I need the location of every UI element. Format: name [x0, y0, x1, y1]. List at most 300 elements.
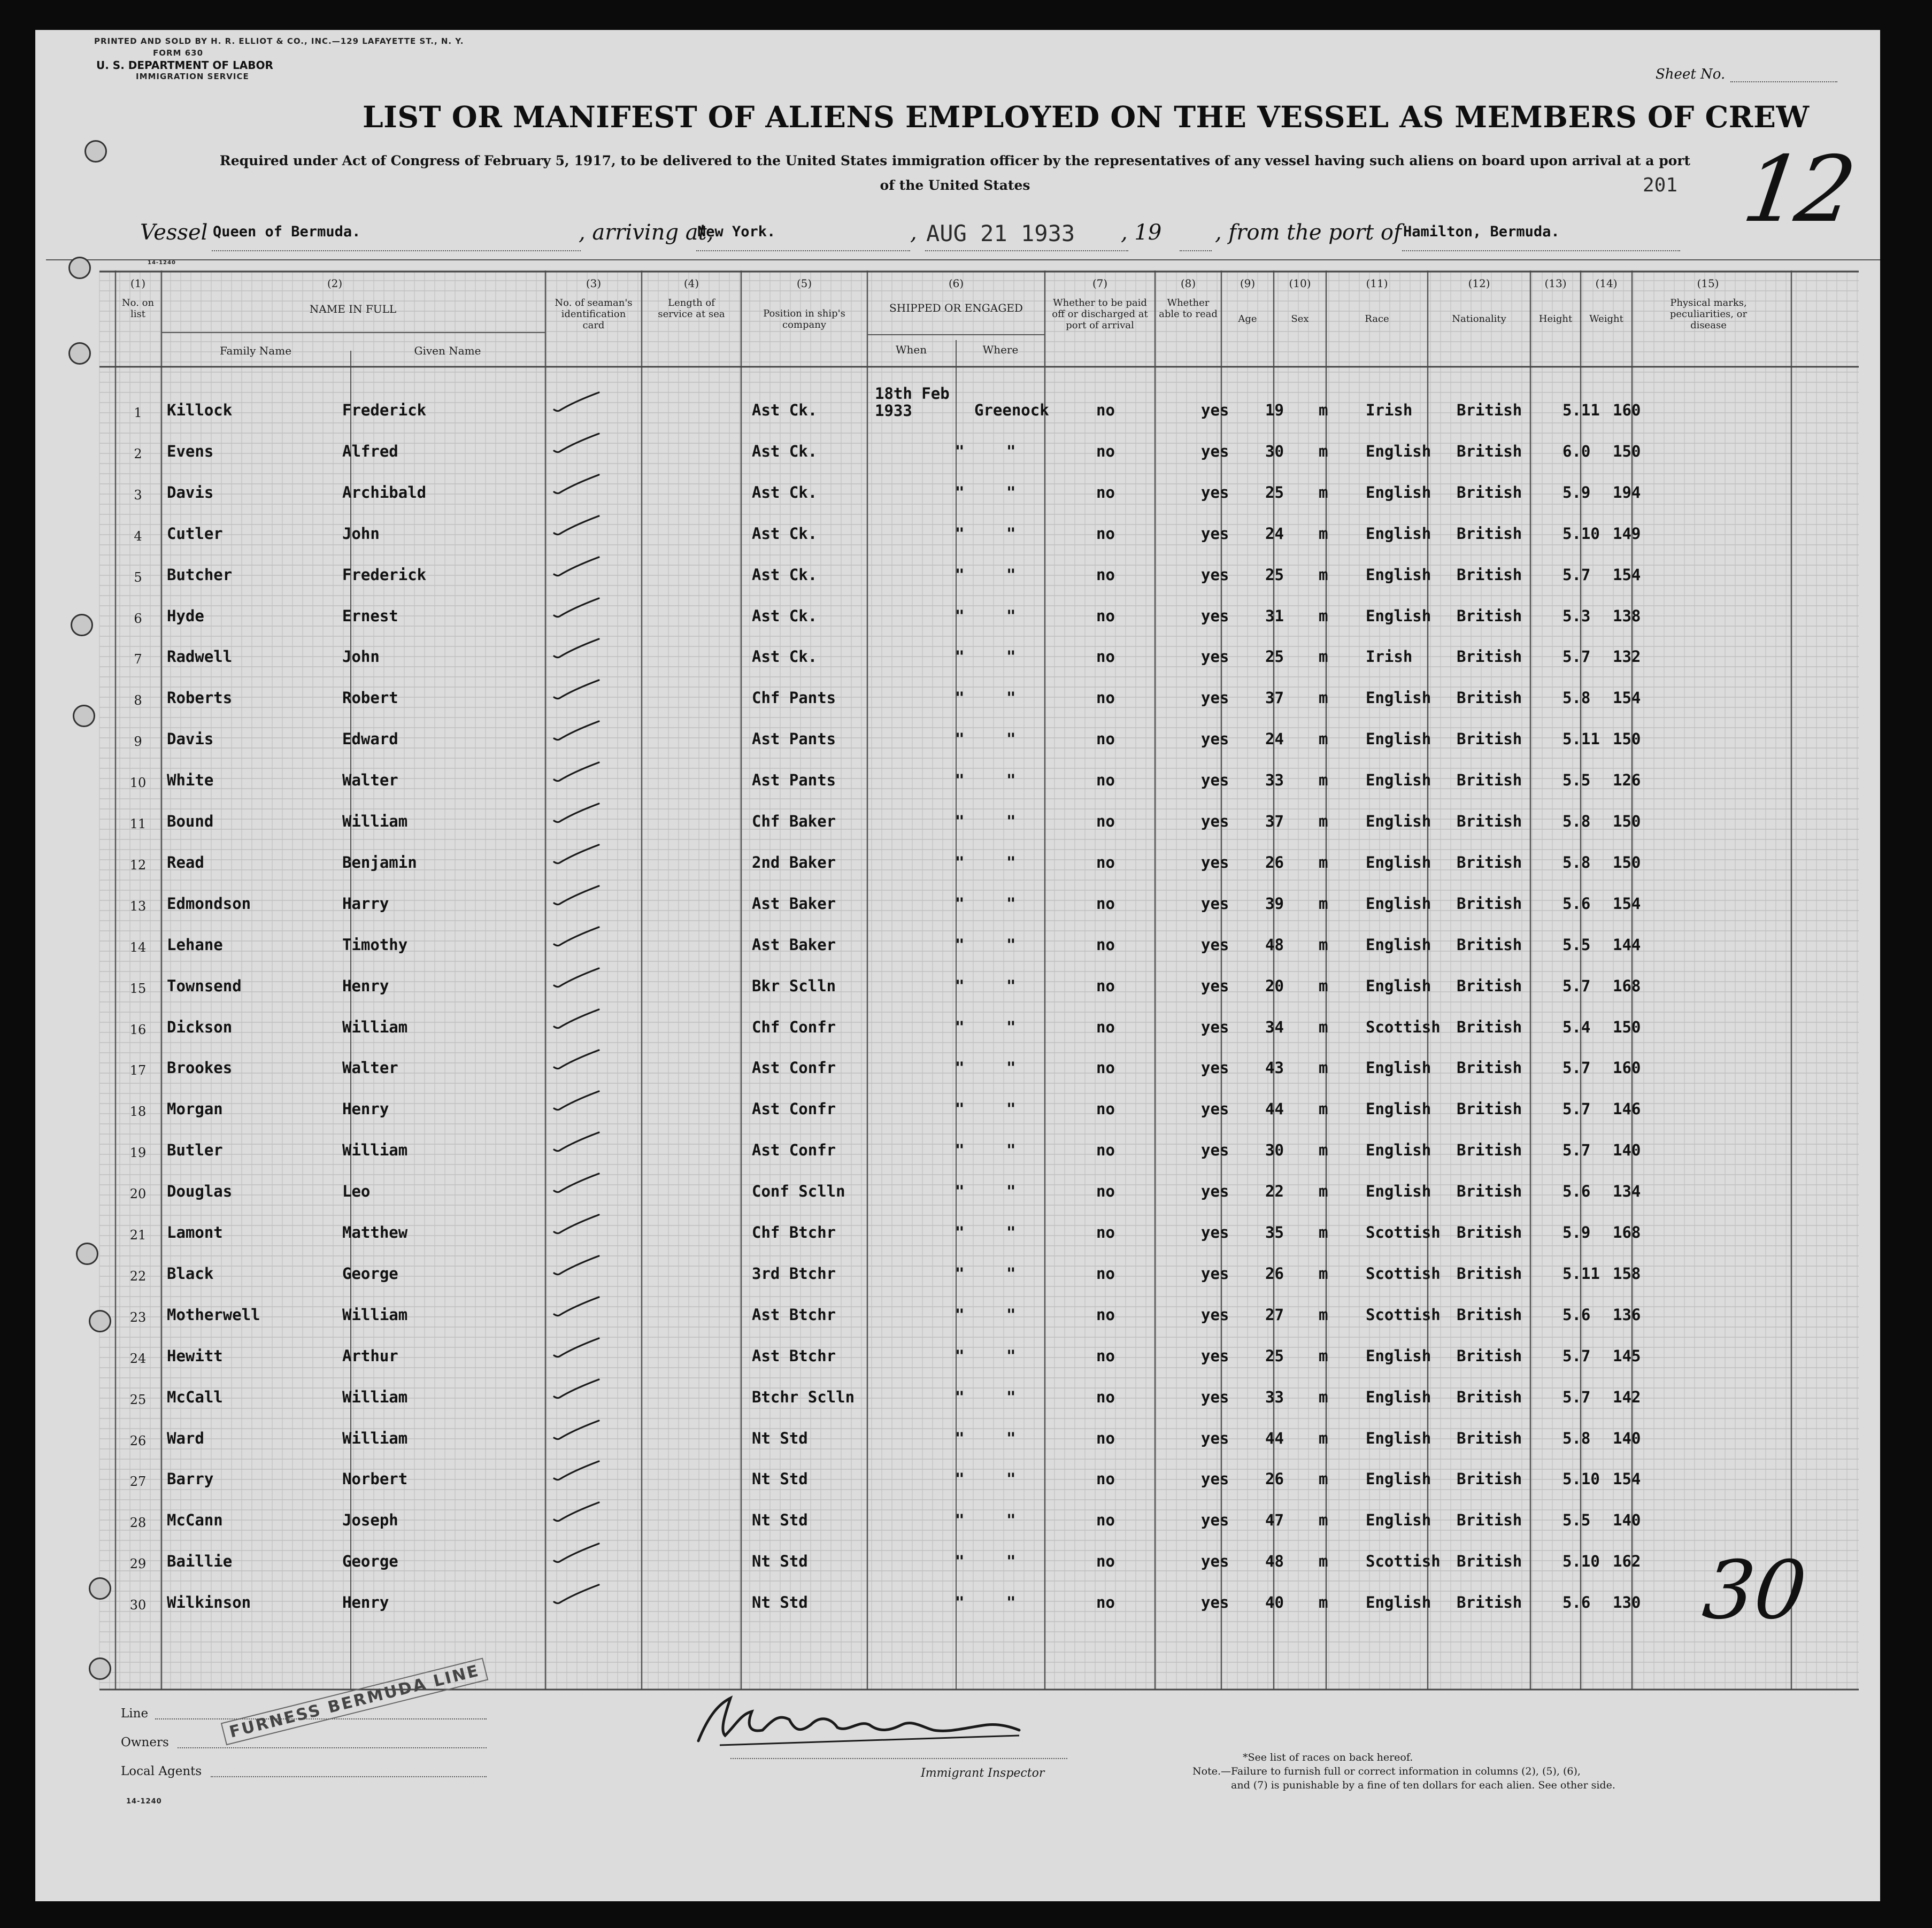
- able-to-read[interactable]: yes: [1201, 853, 1229, 872]
- engaged-when[interactable]: ": [955, 894, 965, 913]
- position[interactable]: Ast Btchr: [752, 1346, 836, 1365]
- family-name[interactable]: Barry: [167, 1470, 214, 1489]
- family-name[interactable]: Read: [167, 853, 204, 872]
- engaged-when[interactable]: ": [955, 1141, 965, 1160]
- engaged-when[interactable]: ": [955, 812, 965, 830]
- weight[interactable]: 136: [1613, 1305, 1641, 1324]
- family-name[interactable]: Black: [167, 1264, 214, 1283]
- paid-off[interactable]: no: [1096, 1182, 1115, 1201]
- given-name[interactable]: Harry: [342, 894, 389, 913]
- given-name[interactable]: Frederick: [342, 401, 427, 419]
- family-name[interactable]: Cutler: [167, 524, 223, 543]
- paid-off[interactable]: no: [1096, 771, 1115, 790]
- weight[interactable]: 158: [1613, 1264, 1641, 1283]
- race[interactable]: English: [1366, 1141, 1431, 1160]
- position[interactable]: Ast Ck.: [752, 565, 818, 584]
- sex[interactable]: m: [1319, 853, 1328, 872]
- paid-off[interactable]: no: [1096, 1511, 1115, 1530]
- paid-off[interactable]: no: [1096, 1264, 1115, 1283]
- paid-off[interactable]: no: [1096, 1346, 1115, 1365]
- owners-field[interactable]: [178, 1747, 487, 1748]
- position[interactable]: Btchr Sclln: [752, 1387, 855, 1406]
- position[interactable]: Ast Confr: [752, 1059, 836, 1077]
- age[interactable]: 39: [1265, 894, 1284, 913]
- engaged-when[interactable]: ": [955, 1264, 965, 1283]
- position[interactable]: Ast Ck.: [752, 524, 818, 543]
- given-name[interactable]: Henry: [342, 1100, 389, 1119]
- given-name[interactable]: Alfred: [342, 442, 398, 460]
- race[interactable]: Scottish: [1366, 1264, 1441, 1283]
- family-name[interactable]: Wilkinson: [167, 1593, 251, 1612]
- weight[interactable]: 168: [1613, 976, 1641, 995]
- height[interactable]: 5.10: [1562, 1552, 1600, 1571]
- height[interactable]: 6.0: [1562, 442, 1591, 460]
- height[interactable]: 5.7: [1562, 976, 1591, 995]
- sex[interactable]: m: [1319, 894, 1328, 913]
- local-agents-field[interactable]: [211, 1776, 487, 1777]
- height[interactable]: 5.3: [1562, 606, 1591, 625]
- engaged-where[interactable]: ": [1006, 442, 1016, 460]
- weight[interactable]: 160: [1613, 401, 1641, 419]
- age[interactable]: 47: [1265, 1511, 1284, 1530]
- age[interactable]: 48: [1265, 935, 1284, 954]
- family-name[interactable]: Radwell: [167, 647, 233, 666]
- able-to-read[interactable]: yes: [1201, 730, 1229, 749]
- height[interactable]: 5.5: [1562, 771, 1591, 790]
- sex[interactable]: m: [1319, 606, 1328, 625]
- sex[interactable]: m: [1319, 565, 1328, 584]
- sex[interactable]: m: [1319, 1264, 1328, 1283]
- position[interactable]: Chf Pants: [752, 689, 836, 707]
- position[interactable]: Nt Std: [752, 1593, 808, 1612]
- paid-off[interactable]: no: [1096, 606, 1115, 625]
- family-name[interactable]: Roberts: [167, 689, 233, 707]
- sheet-number-field[interactable]: [1730, 81, 1837, 82]
- given-name[interactable]: William: [342, 1429, 408, 1447]
- age[interactable]: 37: [1265, 689, 1284, 707]
- race[interactable]: English: [1366, 689, 1431, 707]
- engaged-when[interactable]: 18th Feb 1933: [875, 384, 950, 420]
- age[interactable]: 48: [1265, 1552, 1284, 1571]
- race[interactable]: English: [1366, 606, 1431, 625]
- engaged-where[interactable]: ": [1006, 1552, 1016, 1571]
- weight[interactable]: 138: [1613, 606, 1641, 625]
- engaged-where[interactable]: ": [1006, 1223, 1016, 1241]
- age[interactable]: 25: [1265, 483, 1284, 502]
- family-name[interactable]: McCann: [167, 1511, 223, 1530]
- weight[interactable]: 150: [1613, 730, 1641, 749]
- race[interactable]: English: [1366, 1346, 1431, 1365]
- weight[interactable]: 162: [1613, 1552, 1641, 1571]
- nationality[interactable]: British: [1457, 524, 1522, 543]
- family-name[interactable]: Butcher: [167, 565, 233, 584]
- nationality[interactable]: British: [1457, 771, 1522, 790]
- race[interactable]: English: [1366, 1100, 1431, 1119]
- engaged-where[interactable]: ": [1006, 1470, 1016, 1489]
- race[interactable]: Scottish: [1366, 1305, 1441, 1324]
- sex[interactable]: m: [1319, 1346, 1328, 1365]
- position[interactable]: Ast Pants: [752, 771, 836, 790]
- nationality[interactable]: British: [1457, 565, 1522, 584]
- height[interactable]: 5.6: [1562, 1593, 1591, 1612]
- given-name[interactable]: Walter: [342, 771, 398, 790]
- weight[interactable]: 126: [1613, 771, 1641, 790]
- family-name[interactable]: Lamont: [167, 1223, 223, 1241]
- paid-off[interactable]: no: [1096, 1223, 1115, 1241]
- weight[interactable]: 140: [1613, 1429, 1641, 1447]
- paid-off[interactable]: no: [1096, 730, 1115, 749]
- family-name[interactable]: Townsend: [167, 976, 242, 995]
- sex[interactable]: m: [1319, 1059, 1328, 1077]
- family-name[interactable]: Dickson: [167, 1017, 233, 1036]
- engaged-when[interactable]: ": [955, 606, 965, 625]
- weight[interactable]: 194: [1613, 483, 1641, 502]
- weight[interactable]: 145: [1613, 1346, 1641, 1365]
- given-name[interactable]: Walter: [342, 1059, 398, 1077]
- height[interactable]: 5.7: [1562, 1141, 1591, 1160]
- race[interactable]: English: [1366, 1593, 1431, 1612]
- sex[interactable]: m: [1319, 401, 1328, 419]
- weight[interactable]: 154: [1613, 1470, 1641, 1489]
- able-to-read[interactable]: yes: [1201, 647, 1229, 666]
- sex[interactable]: m: [1319, 1017, 1328, 1036]
- able-to-read[interactable]: yes: [1201, 1429, 1229, 1447]
- sex[interactable]: m: [1319, 1223, 1328, 1241]
- nationality[interactable]: British: [1457, 1387, 1522, 1406]
- engaged-where[interactable]: ": [1006, 1264, 1016, 1283]
- engaged-when[interactable]: ": [955, 689, 965, 707]
- race[interactable]: Scottish: [1366, 1017, 1441, 1036]
- given-name[interactable]: William: [342, 1017, 408, 1036]
- family-name[interactable]: Lehane: [167, 935, 223, 954]
- engaged-where[interactable]: ": [1006, 935, 1016, 954]
- engaged-where[interactable]: ": [1006, 1511, 1016, 1530]
- family-name[interactable]: Ward: [167, 1429, 204, 1447]
- position[interactable]: Ast Ck.: [752, 401, 818, 419]
- engaged-when[interactable]: ": [955, 483, 965, 502]
- weight[interactable]: 149: [1613, 524, 1641, 543]
- weight[interactable]: 150: [1613, 812, 1641, 830]
- paid-off[interactable]: no: [1096, 483, 1115, 502]
- weight[interactable]: 140: [1613, 1141, 1641, 1160]
- height[interactable]: 5.6: [1562, 894, 1591, 913]
- engaged-where[interactable]: ": [1006, 524, 1016, 543]
- given-name[interactable]: Henry: [342, 1593, 389, 1612]
- age[interactable]: 19: [1265, 401, 1284, 419]
- paid-off[interactable]: no: [1096, 442, 1115, 460]
- given-name[interactable]: Timothy: [342, 935, 408, 954]
- nationality[interactable]: British: [1457, 1511, 1522, 1530]
- sex[interactable]: m: [1319, 1305, 1328, 1324]
- engaged-where[interactable]: ": [1006, 730, 1016, 749]
- family-name[interactable]: Butler: [167, 1141, 223, 1160]
- engaged-when[interactable]: ": [955, 1059, 965, 1077]
- paid-off[interactable]: no: [1096, 1100, 1115, 1119]
- height[interactable]: 5.9: [1562, 483, 1591, 502]
- age[interactable]: 20: [1265, 976, 1284, 995]
- paid-off[interactable]: no: [1096, 1017, 1115, 1036]
- height[interactable]: 5.11: [1562, 730, 1600, 749]
- nationality[interactable]: British: [1457, 976, 1522, 995]
- given-name[interactable]: William: [342, 1305, 408, 1324]
- able-to-read[interactable]: yes: [1201, 565, 1229, 584]
- engaged-when[interactable]: ": [955, 1552, 965, 1571]
- engaged-where[interactable]: ": [1006, 1059, 1016, 1077]
- race[interactable]: English: [1366, 483, 1431, 502]
- height[interactable]: 5.5: [1562, 1511, 1591, 1530]
- able-to-read[interactable]: yes: [1201, 1059, 1229, 1077]
- sex[interactable]: m: [1319, 1511, 1328, 1530]
- race[interactable]: English: [1366, 1059, 1431, 1077]
- age[interactable]: 35: [1265, 1223, 1284, 1241]
- vessel-name[interactable]: Queen of Bermuda.: [213, 223, 361, 240]
- given-name[interactable]: William: [342, 1141, 408, 1160]
- able-to-read[interactable]: yes: [1201, 1141, 1229, 1160]
- position[interactable]: Ast Baker: [752, 894, 836, 913]
- given-name[interactable]: Arthur: [342, 1346, 398, 1365]
- nationality[interactable]: British: [1457, 647, 1522, 666]
- weight[interactable]: 168: [1613, 1223, 1641, 1241]
- age[interactable]: 37: [1265, 812, 1284, 830]
- departure-port[interactable]: Hamilton, Bermuda.: [1403, 223, 1560, 240]
- position[interactable]: 3rd Btchr: [752, 1264, 836, 1283]
- paid-off[interactable]: no: [1096, 1429, 1115, 1447]
- engaged-where[interactable]: ": [1006, 771, 1016, 790]
- engaged-where[interactable]: ": [1006, 1182, 1016, 1201]
- able-to-read[interactable]: yes: [1201, 524, 1229, 543]
- able-to-read[interactable]: yes: [1201, 1100, 1229, 1119]
- able-to-read[interactable]: yes: [1201, 1182, 1229, 1201]
- nationality[interactable]: British: [1457, 1593, 1522, 1612]
- race[interactable]: English: [1366, 1470, 1431, 1489]
- engaged-where[interactable]: ": [1006, 853, 1016, 872]
- family-name[interactable]: Killock: [167, 401, 233, 419]
- sex[interactable]: m: [1319, 1100, 1328, 1119]
- arrival-port[interactable]: New York.: [697, 223, 776, 240]
- paid-off[interactable]: no: [1096, 894, 1115, 913]
- engaged-when[interactable]: ": [955, 1017, 965, 1036]
- nationality[interactable]: British: [1457, 1552, 1522, 1571]
- sex[interactable]: m: [1319, 730, 1328, 749]
- position[interactable]: Ast Pants: [752, 730, 836, 749]
- position[interactable]: Conf Sclln: [752, 1182, 845, 1201]
- able-to-read[interactable]: yes: [1201, 689, 1229, 707]
- nationality[interactable]: British: [1457, 894, 1522, 913]
- age[interactable]: 26: [1265, 1264, 1284, 1283]
- nationality[interactable]: British: [1457, 1470, 1522, 1489]
- nationality[interactable]: British: [1457, 1182, 1522, 1201]
- position[interactable]: Chf Btchr: [752, 1223, 836, 1241]
- age[interactable]: 33: [1265, 1387, 1284, 1406]
- paid-off[interactable]: no: [1096, 1059, 1115, 1077]
- position[interactable]: Ast Confr: [752, 1100, 836, 1119]
- family-name[interactable]: Douglas: [167, 1182, 233, 1201]
- paid-off[interactable]: no: [1096, 1470, 1115, 1489]
- engaged-where[interactable]: ": [1006, 1346, 1016, 1365]
- engaged-when[interactable]: ": [955, 853, 965, 872]
- given-name[interactable]: Benjamin: [342, 853, 417, 872]
- able-to-read[interactable]: yes: [1201, 1511, 1229, 1530]
- sex[interactable]: m: [1319, 442, 1328, 460]
- position[interactable]: Ast Btchr: [752, 1305, 836, 1324]
- height[interactable]: 5.8: [1562, 689, 1591, 707]
- given-name[interactable]: John: [342, 647, 380, 666]
- engaged-where[interactable]: ": [1006, 1429, 1016, 1447]
- engaged-when[interactable]: ": [955, 565, 965, 584]
- family-name[interactable]: Davis: [167, 730, 214, 749]
- weight[interactable]: 150: [1613, 853, 1641, 872]
- paid-off[interactable]: no: [1096, 1305, 1115, 1324]
- paid-off[interactable]: no: [1096, 565, 1115, 584]
- engaged-when[interactable]: ": [955, 1346, 965, 1365]
- sex[interactable]: m: [1319, 647, 1328, 666]
- position[interactable]: Ast Ck.: [752, 606, 818, 625]
- able-to-read[interactable]: yes: [1201, 1223, 1229, 1241]
- able-to-read[interactable]: yes: [1201, 442, 1229, 460]
- age[interactable]: 24: [1265, 524, 1284, 543]
- sex[interactable]: m: [1319, 976, 1328, 995]
- position[interactable]: Ast Ck.: [752, 483, 818, 502]
- engaged-when[interactable]: ": [955, 1223, 965, 1241]
- engaged-when[interactable]: ": [955, 771, 965, 790]
- able-to-read[interactable]: yes: [1201, 1552, 1229, 1571]
- able-to-read[interactable]: yes: [1201, 935, 1229, 954]
- height[interactable]: 5.6: [1562, 1182, 1591, 1201]
- race[interactable]: Scottish: [1366, 1552, 1441, 1571]
- engaged-where[interactable]: ": [1006, 976, 1016, 995]
- given-name[interactable]: Leo: [342, 1182, 371, 1201]
- engaged-where[interactable]: ": [1006, 812, 1016, 830]
- engaged-when[interactable]: ": [955, 647, 965, 666]
- position[interactable]: Nt Std: [752, 1470, 808, 1489]
- position[interactable]: Ast Confr: [752, 1141, 836, 1160]
- weight[interactable]: 134: [1613, 1182, 1641, 1201]
- sex[interactable]: m: [1319, 771, 1328, 790]
- paid-off[interactable]: no: [1096, 401, 1115, 419]
- height[interactable]: 5.6: [1562, 1305, 1591, 1324]
- given-name[interactable]: Matthew: [342, 1223, 408, 1241]
- engaged-where[interactable]: ": [1006, 1387, 1016, 1406]
- able-to-read[interactable]: yes: [1201, 1346, 1229, 1365]
- weight[interactable]: 150: [1613, 442, 1641, 460]
- able-to-read[interactable]: yes: [1201, 401, 1229, 419]
- able-to-read[interactable]: yes: [1201, 771, 1229, 790]
- family-name[interactable]: Davis: [167, 483, 214, 502]
- race[interactable]: English: [1366, 1182, 1431, 1201]
- sex[interactable]: m: [1319, 483, 1328, 502]
- engaged-where[interactable]: ": [1006, 1305, 1016, 1324]
- height[interactable]: 5.7: [1562, 1059, 1591, 1077]
- age[interactable]: 26: [1265, 853, 1284, 872]
- able-to-read[interactable]: yes: [1201, 1470, 1229, 1489]
- given-name[interactable]: Ernest: [342, 606, 398, 625]
- engaged-when[interactable]: ": [955, 1470, 965, 1489]
- nationality[interactable]: British: [1457, 606, 1522, 625]
- position[interactable]: Nt Std: [752, 1429, 808, 1447]
- engaged-where[interactable]: ": [1006, 1141, 1016, 1160]
- nationality[interactable]: British: [1457, 1346, 1522, 1365]
- height[interactable]: 5.7: [1562, 565, 1591, 584]
- engaged-where[interactable]: ": [1006, 606, 1016, 625]
- nationality[interactable]: British: [1457, 1429, 1522, 1447]
- nationality[interactable]: British: [1457, 1100, 1522, 1119]
- nationality[interactable]: British: [1457, 1017, 1522, 1036]
- engaged-where[interactable]: ": [1006, 565, 1016, 584]
- height[interactable]: 5.8: [1562, 1429, 1591, 1447]
- weight[interactable]: 130: [1613, 1593, 1641, 1612]
- family-name[interactable]: White: [167, 771, 214, 790]
- weight[interactable]: 154: [1613, 565, 1641, 584]
- engaged-where[interactable]: ": [1006, 1593, 1016, 1612]
- nationality[interactable]: British: [1457, 935, 1522, 954]
- sex[interactable]: m: [1319, 1593, 1328, 1612]
- age[interactable]: 27: [1265, 1305, 1284, 1324]
- age[interactable]: 31: [1265, 606, 1284, 625]
- engaged-when[interactable]: ": [955, 1182, 965, 1201]
- able-to-read[interactable]: yes: [1201, 606, 1229, 625]
- race[interactable]: English: [1366, 894, 1431, 913]
- height[interactable]: 5.7: [1562, 647, 1591, 666]
- nationality[interactable]: British: [1457, 812, 1522, 830]
- weight[interactable]: 144: [1613, 935, 1641, 954]
- given-name[interactable]: Henry: [342, 976, 389, 995]
- given-name[interactable]: John: [342, 524, 380, 543]
- engaged-when[interactable]: ": [955, 524, 965, 543]
- paid-off[interactable]: no: [1096, 1141, 1115, 1160]
- sex[interactable]: m: [1319, 1470, 1328, 1489]
- nationality[interactable]: British: [1457, 1141, 1522, 1160]
- nationality[interactable]: British: [1457, 1059, 1522, 1077]
- nationality[interactable]: British: [1457, 730, 1522, 749]
- weight[interactable]: 132: [1613, 647, 1641, 666]
- age[interactable]: 25: [1265, 565, 1284, 584]
- race[interactable]: English: [1366, 565, 1431, 584]
- age[interactable]: 22: [1265, 1182, 1284, 1201]
- position[interactable]: Nt Std: [752, 1511, 808, 1530]
- weight[interactable]: 150: [1613, 1017, 1641, 1036]
- position[interactable]: Ast Ck.: [752, 442, 818, 460]
- race[interactable]: Irish: [1366, 647, 1413, 666]
- engaged-where[interactable]: ": [1006, 647, 1016, 666]
- age[interactable]: 33: [1265, 771, 1284, 790]
- race[interactable]: English: [1366, 853, 1431, 872]
- able-to-read[interactable]: yes: [1201, 483, 1229, 502]
- race[interactable]: Irish: [1366, 401, 1413, 419]
- paid-off[interactable]: no: [1096, 524, 1115, 543]
- sex[interactable]: m: [1319, 935, 1328, 954]
- engaged-when[interactable]: ": [955, 1305, 965, 1324]
- nationality[interactable]: British: [1457, 401, 1522, 419]
- height[interactable]: 5.10: [1562, 1470, 1600, 1489]
- position[interactable]: Ast Baker: [752, 935, 836, 954]
- engaged-where[interactable]: ": [1006, 689, 1016, 707]
- engaged-where[interactable]: ": [1006, 1017, 1016, 1036]
- age[interactable]: 34: [1265, 1017, 1284, 1036]
- position[interactable]: Bkr Sclln: [752, 976, 836, 995]
- family-name[interactable]: Hyde: [167, 606, 204, 625]
- family-name[interactable]: Motherwell: [167, 1305, 260, 1324]
- nationality[interactable]: British: [1457, 689, 1522, 707]
- given-name[interactable]: George: [342, 1552, 398, 1571]
- height[interactable]: 5.11: [1562, 401, 1600, 419]
- weight[interactable]: 154: [1613, 894, 1641, 913]
- given-name[interactable]: Robert: [342, 689, 398, 707]
- age[interactable]: 30: [1265, 1141, 1284, 1160]
- engaged-where[interactable]: ": [1006, 483, 1016, 502]
- age[interactable]: 25: [1265, 647, 1284, 666]
- race[interactable]: English: [1366, 935, 1431, 954]
- age[interactable]: 30: [1265, 442, 1284, 460]
